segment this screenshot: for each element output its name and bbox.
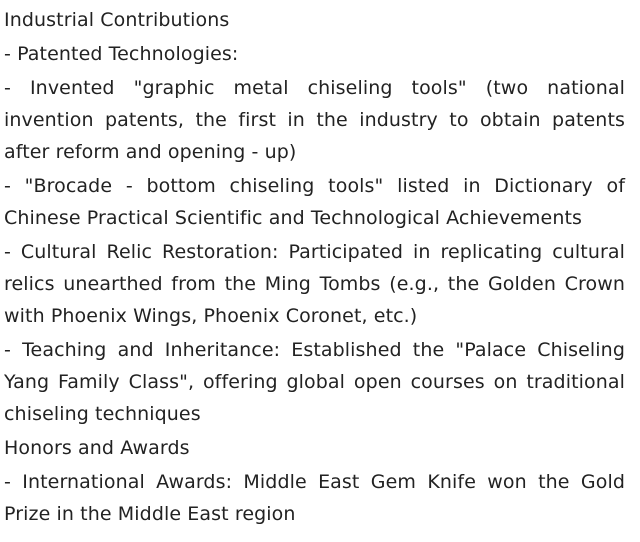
paragraph-graphic-metal-chiseling-tools: - Invented "graphic metal chiseling tools" (two national invention patents, the first in the industry to obtain patents after reform and opening - up) <box>4 77 625 163</box>
paragraph-patented-technologies: - Patented Technologies: <box>4 43 239 65</box>
section-heading-honors-and-awards: Honors and Awards <box>4 437 190 459</box>
document-body <box>4 4 625 530</box>
paragraph-international-awards: - International Awards: Middle East Gem Knife won the Gold Prize in the Middle East region <box>4 471 625 525</box>
paragraph-teaching-and-inheritance: - Teaching and Inheritance: Established the "Palace Chiseling Yang Family Class", offering global open courses on traditional chiseling techniques <box>4 339 625 425</box>
section-heading-industrial-contributions: Industrial Contributions <box>4 9 230 31</box>
paragraph-brocade-bottom-chiseling-tools: - "Brocade - bottom chiseling tools" listed in Dictionary of Chinese Practical Scientific and Technological Achievements <box>4 175 625 229</box>
paragraph-cultural-relic-restoration: - Cultural Relic Restoration: Participated in replicating cultural relics unearthed from the Ming Tombs (e.g., the Golden Crown with Phoenix Wings, Phoenix Coronet, etc.) <box>4 241 625 327</box>
